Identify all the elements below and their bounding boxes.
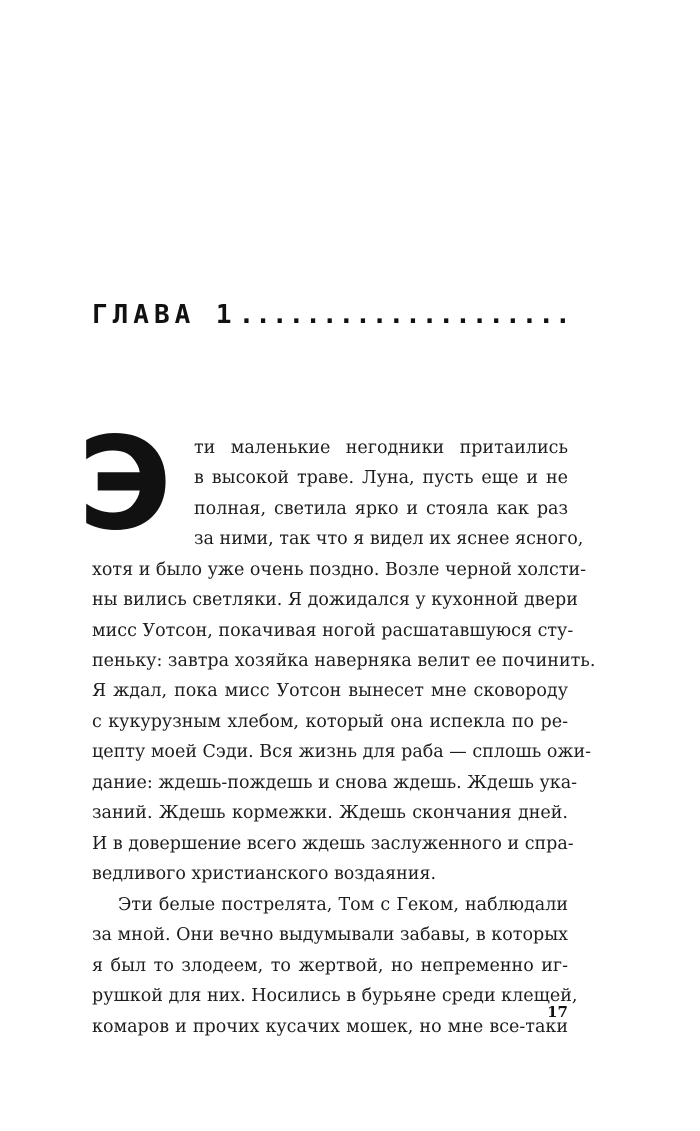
text-line: комаров и прочих кусачих мошек, но мне все-таки bbox=[92, 1017, 568, 1037]
text-line: рушкой для них. Носились в бурьяне среди клещей, bbox=[92, 986, 578, 1006]
text-line: ведливого христианского воздаяния. bbox=[92, 864, 437, 884]
text-line: Я ждал, пока мисс Уотсон вынесет мне сковороду bbox=[92, 681, 568, 701]
text-line: за ними, так что я видел их яснее ясного, bbox=[194, 529, 584, 549]
text-line: я был то злодеем, то жертвой, но непременно иг- bbox=[92, 956, 568, 976]
text-line: в высокой траве. Луна, пусть еще и не bbox=[194, 468, 568, 488]
text-line: полная, светила ярко и стояла как раз bbox=[194, 499, 568, 519]
drop-cap: Э bbox=[78, 410, 172, 559]
text-line: мисс Уотсон, покачивая ногой расшатавшуюся сту- bbox=[92, 621, 574, 641]
page-number: 17 bbox=[547, 1003, 568, 1021]
text-line: И в довершение всего ждешь заслуженного и спра- bbox=[92, 834, 574, 854]
text-line: цепту моей Сэди. Вся жизнь для раба — сплошь ожи- bbox=[92, 742, 592, 762]
text-line: за мной. Они вечно выдумывали забавы, в которых bbox=[92, 925, 568, 945]
text-line: с кукурузным хлебом, который она испекла по ре- bbox=[92, 712, 568, 732]
text-line: хотя и было уже очень поздно. Возле черной холсти- bbox=[92, 560, 587, 580]
chapter-title: ГЛАВА 1 bbox=[92, 300, 237, 330]
chapter-leader-dots: .................... bbox=[238, 300, 572, 330]
text-line: ны вились светляки. Я дожидался у кухонной двери bbox=[92, 590, 578, 610]
text-line: ти маленькие негодники притаились bbox=[194, 438, 568, 458]
text-line: заний. Ждешь кормежки. Ждешь скончания дней. bbox=[92, 803, 568, 823]
text-line: пеньку: завтра хозяйка наверняка велит ее починить. bbox=[92, 651, 596, 671]
text-line: Эти белые пострелята, Том с Геком, наблюдали bbox=[118, 895, 568, 915]
text-line: дание: ждешь-пождешь и снова ждешь. Ждешь ука- bbox=[92, 773, 578, 793]
chapter-heading bbox=[92, 300, 582, 334]
